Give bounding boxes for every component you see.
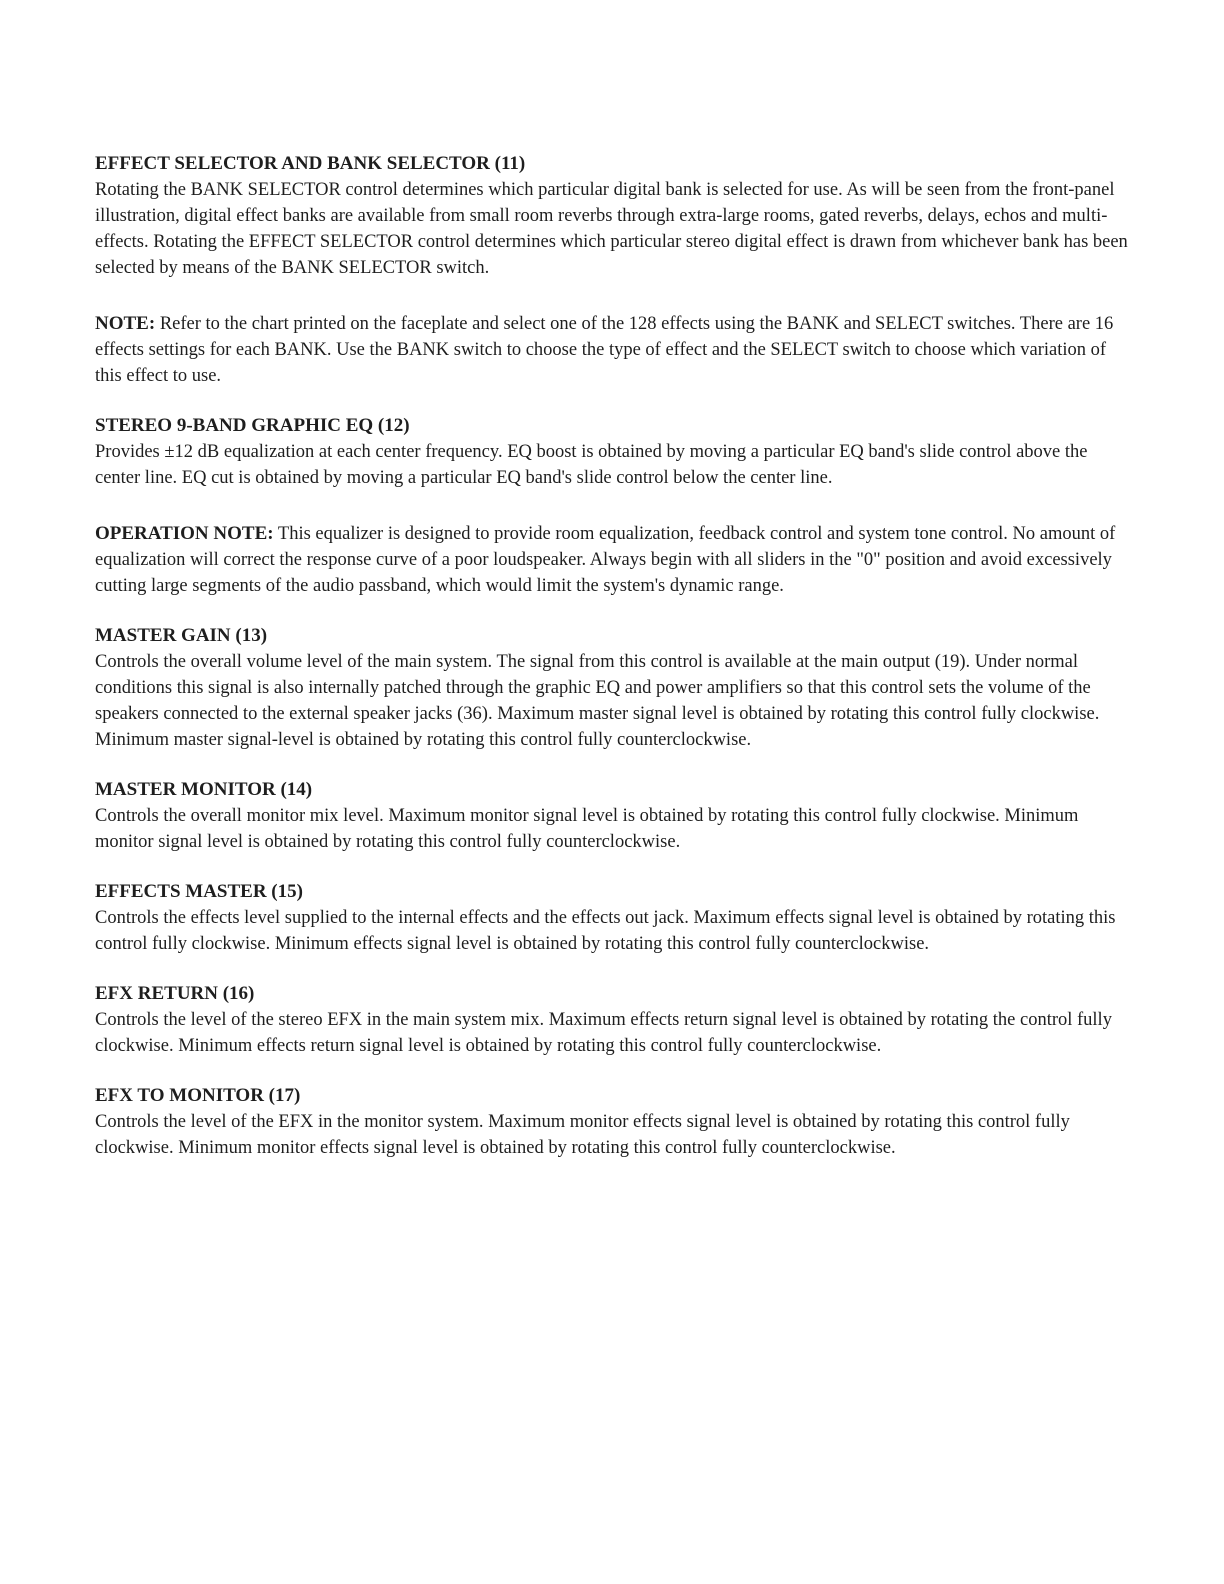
section-heading: MASTER GAIN (13)	[95, 625, 268, 646]
section-heading: EFX RETURN (16)	[95, 983, 255, 1004]
section-operation-note	[95, 521, 1135, 599]
section-master-gain	[95, 623, 1135, 753]
section-efx-return	[95, 981, 1135, 1059]
operation-note-body: This equalizer is designed to provide room equalization, feedback control and system tone control. No amount of equalization will correct the response curve of a poor loudspeaker. Always begin with all sliders in the "0" position and avoid excessively cutting large segments of the audio passband, which would limit the system's dynamic range.	[95, 524, 1116, 596]
section-body: Controls the overall monitor mix level. Maximum monitor signal level is obtained by rotating this control fully clockwise. Minimum monitor signal level is obtained by rotating this control fully counterclockwise.	[95, 806, 1079, 852]
section-heading: STEREO 9-BAND GRAPHIC EQ (12)	[95, 415, 410, 436]
section-body: Controls the overall volume level of the main system. The signal from this control is available at the main output (19). Under normal conditions this signal is also internally patched through the graphic EQ and power amplifiers so that this control sets the volume of the speakers connected to the external speaker jacks (36). Maximum master signal level is obtained by rotating this control fully clockwise. Minimum master signal-level is obtained by rotating this control fully counterclockwise.	[95, 652, 1100, 750]
section-body: Provides ±12 dB equalization at each center frequency. EQ boost is obtained by moving a particular EQ band's slide control above the center line. EQ cut is obtained by moving a particular EQ band's slide control below the center line.	[95, 442, 1088, 488]
section-master-monitor	[95, 777, 1135, 855]
section-effect-selector	[95, 151, 1135, 281]
section-effects-master	[95, 879, 1135, 957]
manual-page	[95, 151, 1135, 1161]
section-body: Controls the level of the EFX in the monitor system. Maximum monitor effects signal level is obtained by rotating this control fully clockwise. Minimum monitor effects signal level is obtained by rotating this control fully counterclockwise.	[95, 1112, 1070, 1158]
section-body: Controls the effects level supplied to the internal effects and the effects out jack. Maximum effects signal level is obtained by rotating this control fully clockwise. Minimum effects signal level is obtained by rotating this control fully counterclockwise.	[95, 908, 1116, 954]
note-body: Refer to the chart printed on the faceplate and select one of the 128 effects using the BANK and SELECT switches. There are 16 effects settings for each BANK. Use the BANK switch to choose the type of effect and the SELECT switch to choose which variation of this effect to use.	[95, 314, 1114, 386]
section-efx-to-monitor	[95, 1083, 1135, 1161]
section-graphic-eq	[95, 413, 1135, 491]
operation-note-label: OPERATION NOTE:	[95, 523, 274, 544]
section-body: Controls the level of the stereo EFX in the main system mix. Maximum effects return signal level is obtained by rotating the control fully clockwise. Minimum effects return signal level is obtained by rotating this control fully counterclockwise.	[95, 1010, 1112, 1056]
section-heading: EFX TO MONITOR (17)	[95, 1085, 301, 1106]
note-paragraph	[95, 311, 1135, 389]
section-note	[95, 311, 1135, 389]
section-heading: EFFECT SELECTOR AND BANK SELECTOR (11)	[95, 153, 526, 174]
operation-note-paragraph	[95, 521, 1135, 599]
section-heading: EFFECTS MASTER (15)	[95, 881, 303, 902]
section-body: Rotating the BANK SELECTOR control determines which particular digital bank is selected for use. As will be seen from the front-panel illustration, digital effect banks are available from small room reverbs through extra-large rooms, gated reverbs, delays, echos and multi-effects. Rotating the EFFECT SELECTOR control determines which particular stereo digital effect is drawn from whichever bank has been selected by means of the BANK SELECTOR switch.	[95, 180, 1128, 278]
section-heading: MASTER MONITOR (14)	[95, 779, 313, 800]
note-label: NOTE:	[95, 313, 156, 334]
